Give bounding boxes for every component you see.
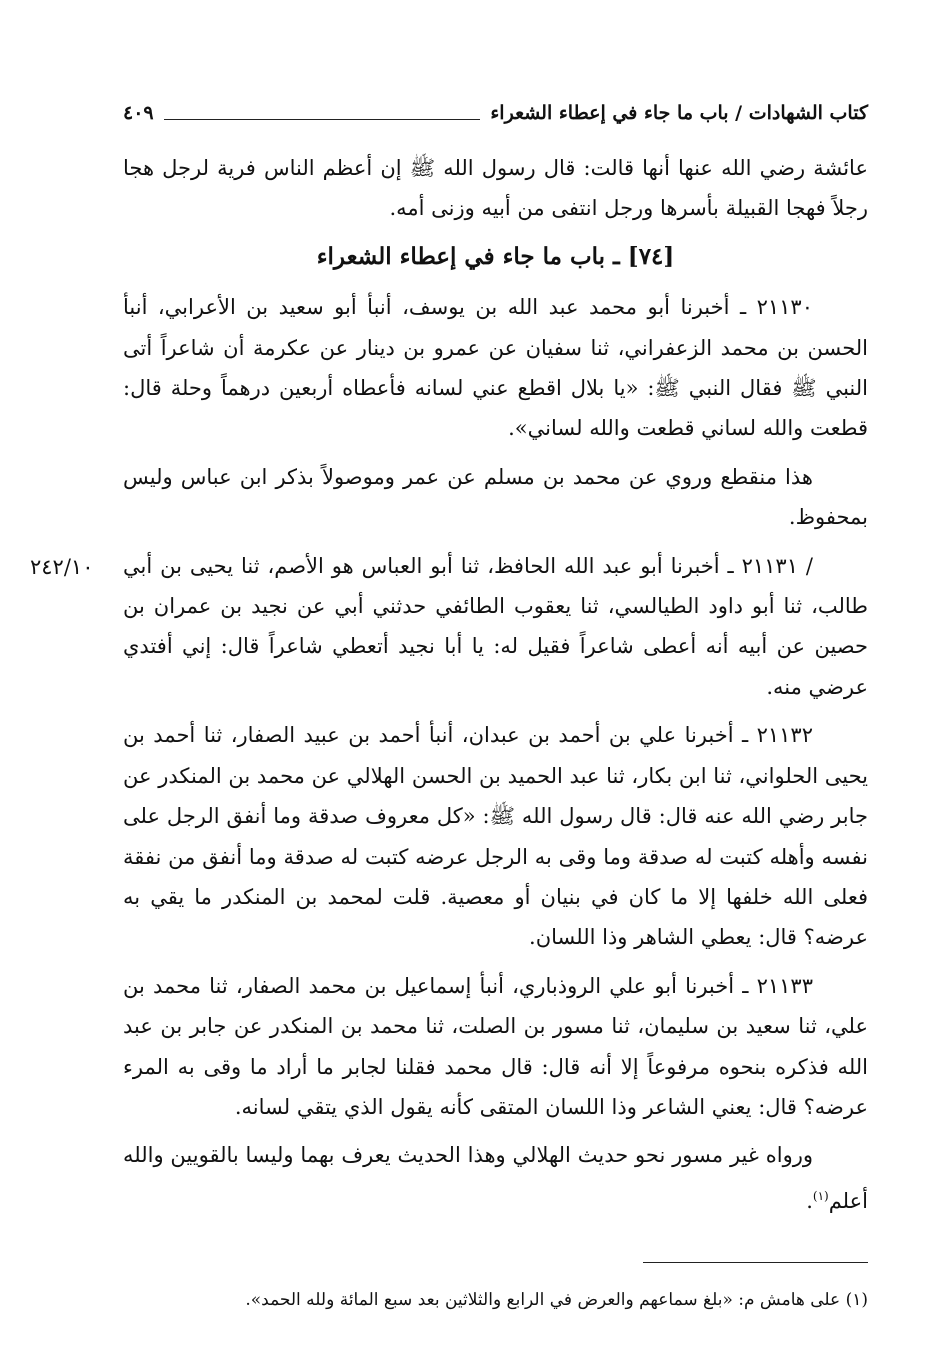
header-rule <box>164 107 481 120</box>
margin-volume-page: ٢٤٢/١٠ <box>30 555 94 579</box>
page-number: ٤٠٩ <box>123 102 154 124</box>
closing-period: . <box>806 1188 813 1213</box>
running-title: كتاب الشهادات / باب ما جاء في إعطاء الشعراء <box>490 102 868 124</box>
footnote: (١) على هامش م: «بلغ سماعهم والعرض في الرابع والثلاثين بعد سبع المائة ولله الحمد». <box>245 1290 868 1310</box>
footnote-ref: (١) <box>812 1188 829 1203</box>
closing-text: ورواه غير مسور نحو حديث الهلالي وهذا الحديث يعرف بهما وليسا بالقويين والله أعلم <box>123 1143 868 1213</box>
hadith-21133: ٢١١٣٣ ـ أخبرنا أبو علي الروذباري، أنبأ إسماعيل بن محمد الصفار، ثنا محمد بن علي، ثنا سعيد بن سليمان، ثنا مسور بن الصلت، ثنا محمد بن المنكدر عن جابر بن عبد الله فذكره بنحوه مرفوعاً إلا أنه قال: قال محمد فقلنا لجابر ما أراد ما وقى به المرء عرضه؟ قال: يعني الشاعر وذا اللسان المتقى كأنه يقول الذي يتقي لسانه. <box>123 973 868 1119</box>
main-text <box>123 148 868 1229</box>
footnote-rule <box>643 1262 868 1263</box>
hadith-21131: / ٢١١٣١ ـ أخبرنا أبو عبد الله الحافظ، ثنا أبو العباس هو الأصم، ثنا يحيى بن أبي طالب، ثنا أبو داود الطيالسي، ثنا يعقوب الطائفي حدثني أبي عن نجيد بن عمران بن حصين عن أبيه أنه أعطى شاعراً فقيل له: يا أبا نجيد أتعطي شاعراً قال: إني أفتدي عرضي منه. <box>123 553 868 699</box>
running-header <box>123 98 868 128</box>
chapter-heading: [٧٤] ـ باب ما جاء في إعطاء الشعراء <box>316 242 675 270</box>
hadith-21132: ٢١١٣٢ ـ أخبرنا علي بن أحمد بن عبدان، أنبأ أحمد بن عبيد الصفار، ثنا أحمد بن يحيى الحلواني، ثنا ابن بكار، ثنا عبد الحميد بن الحسن الهلالي عن محمد بن المنكدر عن جابر رضي الله عنه قال: قال رسول الله ﷺ: «كل معروف صدقة وما أنفق الرجل على نفسه وأهله كتبت له صدقة وما وقى به الرجل عرضه كتبت له صدقة وما أنفق من نفقة فعلى الله خلفها إلا ما كان في بنيان أو معصية. قلت لمحمد بن المنكدر ما يقي به عرضه؟ قال: يعطي الشاهر وذا اللسان. <box>123 723 868 950</box>
paragraph-continued: عائشة رضي الله عنها أنها قالت: قال رسول الله ﷺ إن أعظم الناس فرية لرجل هجا رجلاً فهجا القبيلة بأسرها ورجل انتفى من أبيه وزنى أمه. <box>123 156 868 221</box>
hadith-21130: ٢١١٣٠ ـ أخبرنا أبو محمد عبد الله بن يوسف، أنبأ أبو سعيد بن الأعرابي، أنبأ الحسن بن محمد الزعفراني، ثنا سفيان عن عمرو بن دينار عن عكرمة أن شاعراً أتى النبي ﷺ فقال النبي ﷺ: «يا بلال اقطع عني لسانه فأعطاه أربعين درهماً وحلة قال: قطعت والله لساني قطعت والله لساني». <box>123 295 868 441</box>
closing-paragraph <box>123 1135 868 1221</box>
commentary-paragraph: هذا منقطع وروي عن محمد بن مسلم عن عمر وموصولاً بذكر ابن عباس وليس بمحفوظ. <box>123 464 868 530</box>
